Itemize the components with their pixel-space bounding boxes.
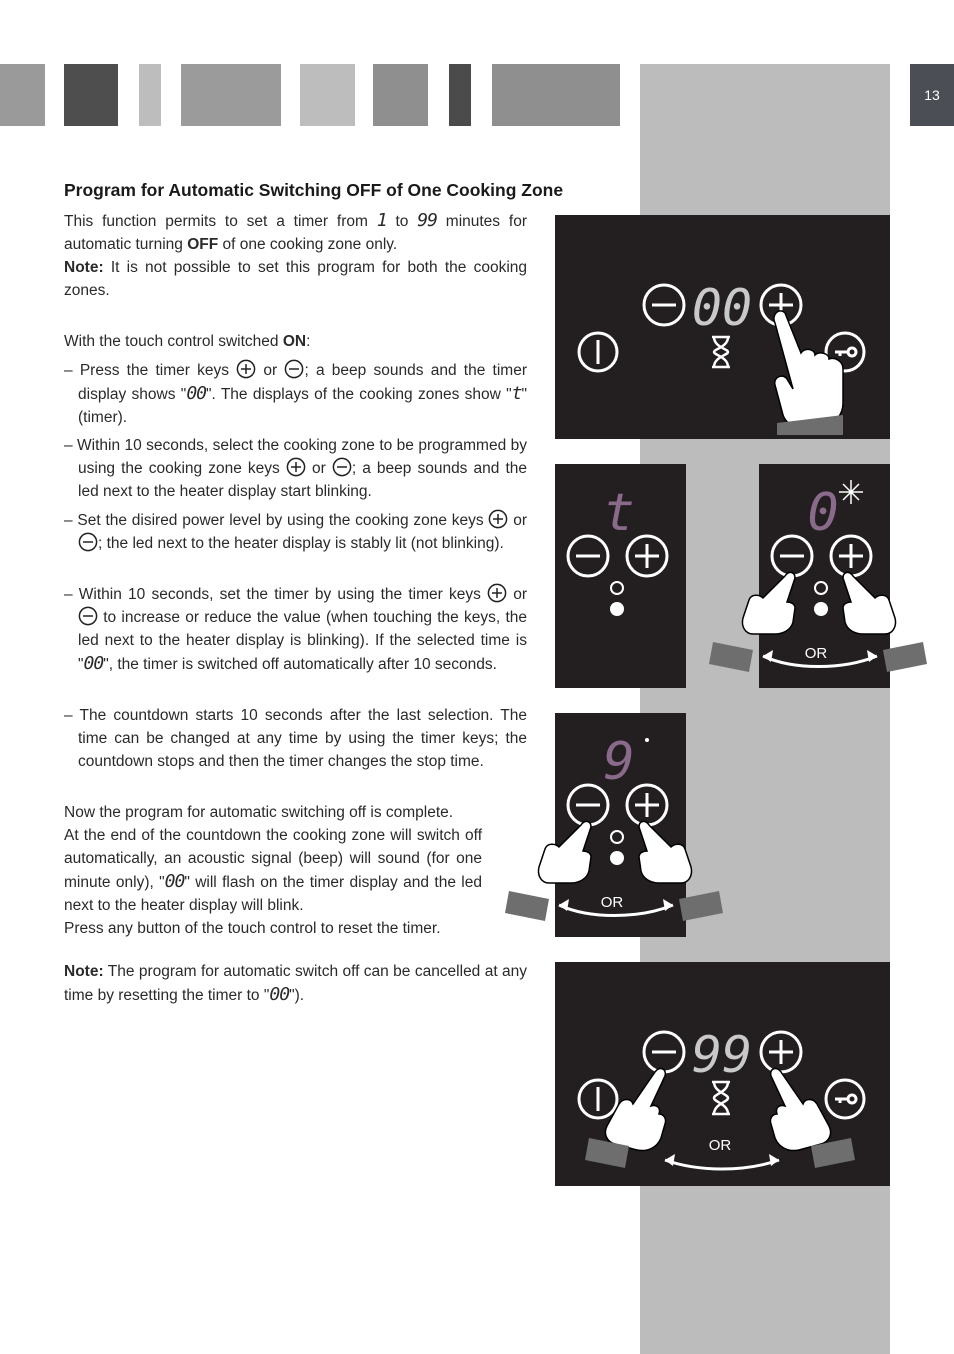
timer-display: 99 bbox=[691, 1026, 753, 1084]
minus-key-icon bbox=[78, 606, 98, 626]
from-value-display: 1 bbox=[376, 210, 387, 231]
led-off bbox=[815, 582, 827, 594]
bullet-4: – Within 10 seconds, set the timer by using the timer keys or to increase or reduce the value (when touching the keys, the led next to the heater display is blinking). If the selected time is "00", the timer is switched off automatically after 10 seconds. bbox=[64, 583, 527, 676]
header-bar-6 bbox=[373, 64, 428, 126]
or-label: OR bbox=[708, 1137, 732, 1154]
header-bar-2 bbox=[64, 64, 118, 126]
panel-zone-level-art bbox=[759, 464, 890, 688]
minus-key-icon bbox=[78, 532, 98, 552]
intro-paragraph: This function permits to set a timer from 1 to 99 minutes for automatic turning OFF of one cooking zone only. Note: It is not possible to set this program for both the cooking zones. bbox=[64, 210, 528, 299]
panel-timer-keys-art bbox=[555, 215, 890, 439]
header-bar-1 bbox=[0, 64, 45, 126]
led-on bbox=[610, 851, 624, 865]
zone-display: 9 bbox=[603, 732, 635, 792]
panel-timer-reset-art bbox=[555, 962, 890, 1186]
led-on bbox=[610, 602, 624, 616]
header-bar-8 bbox=[492, 64, 620, 126]
bullet-3: – Set the disired power level by using the cooking zone keys or ; the led next to the heater display is stably lit (not blinking). bbox=[64, 509, 527, 555]
zone-display: 0 bbox=[807, 483, 839, 543]
zone-display: t bbox=[603, 483, 635, 543]
header-bar-7 bbox=[449, 64, 471, 126]
or-label: OR bbox=[804, 645, 828, 662]
panel-timer-reset bbox=[555, 962, 890, 1186]
minus-key-icon bbox=[284, 359, 304, 379]
blink-star-icon bbox=[839, 480, 863, 504]
panel-zone-t bbox=[555, 464, 686, 688]
plus-key-icon bbox=[487, 583, 507, 603]
plus-key-icon bbox=[236, 359, 256, 379]
timer-display: 00 bbox=[691, 279, 753, 337]
note2-paragraph: Note: The program for automatic switch off can be cancelled at any time by resetting the timer to "00"). bbox=[64, 963, 528, 1005]
minus-key-icon bbox=[332, 457, 352, 477]
panel-zone-level bbox=[759, 464, 890, 688]
panel-zone-t-art bbox=[555, 464, 686, 688]
decimal-dot bbox=[645, 738, 649, 742]
hand-pointer-icon bbox=[774, 311, 843, 427]
bullet-5: – The countdown starts 10 seconds after the last selection. The time can be changed at any time by using the timer keys; the countdown stops and then the timer changes the stop time. bbox=[64, 707, 527, 770]
header-bar-5 bbox=[300, 64, 355, 126]
page-number: 13 bbox=[910, 64, 954, 126]
panel-timer-keys bbox=[555, 215, 890, 439]
bullet-1: – Press the timer keys or ; a beep sounds and the timer display shows "00". The displays of the cooking zones show "t" (timer). bbox=[64, 359, 527, 429]
section-heading: Program for Automatic Switching OFF of One Cooking Zone bbox=[64, 180, 564, 200]
note-label: Note: bbox=[64, 259, 104, 276]
header-bar-4 bbox=[181, 64, 281, 126]
panel-zone-nine-art bbox=[555, 713, 686, 937]
bullet-2: – Within 10 seconds, select the cooking zone to be programmed by using the cooking zone keys or ; a beep sounds and the led next to the heater display start blinking. bbox=[64, 437, 527, 500]
header-bar-3 bbox=[139, 64, 161, 126]
led-off bbox=[611, 582, 623, 594]
to-value-display: 99 bbox=[417, 210, 437, 231]
touch-on-line: With the touch control switched ON: bbox=[64, 333, 311, 350]
or-arrow-icon bbox=[665, 1160, 779, 1169]
led-off bbox=[611, 831, 623, 843]
plus-key-icon bbox=[286, 457, 306, 477]
plus-key-icon bbox=[488, 509, 508, 529]
hourglass-icon bbox=[712, 337, 730, 367]
complete-paragraph: Now the program for automatic switching off is complete. At the end of the countdown the cooking zone will switch off automatically, an acoustic signal (beep) will sound (for one minute only), "00" will flash on the timer display and the led next to the heater display will blink. Press any button of the touch control to reset the timer. bbox=[64, 804, 482, 937]
hourglass-icon bbox=[712, 1082, 730, 1114]
panel-zone-nine bbox=[555, 713, 686, 937]
or-label: OR bbox=[600, 894, 624, 911]
led-on bbox=[814, 602, 828, 616]
